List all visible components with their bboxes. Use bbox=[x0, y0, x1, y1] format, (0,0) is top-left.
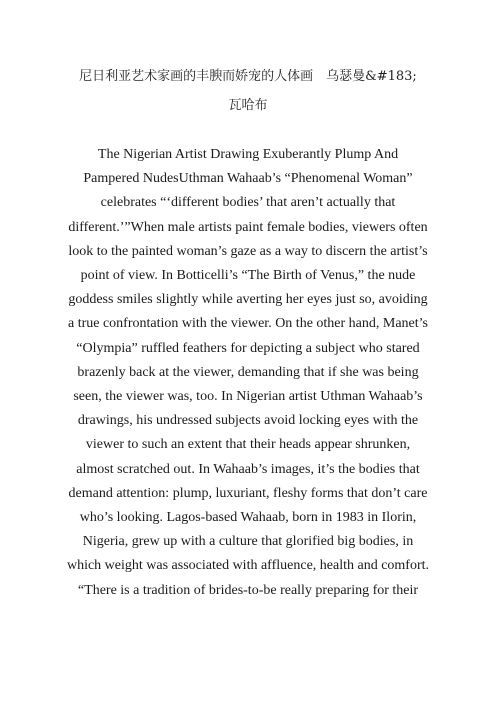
body-line: which weight was associated with affluence, health and comfort. bbox=[66, 558, 430, 574]
body-line: drawings, his undressed subjects avoid locking eyes with the bbox=[77, 413, 419, 429]
title-line-2: 瓦哈布 bbox=[228, 98, 268, 113]
body-line: “Olympia” ruffled feathers for depicting a subject who stared bbox=[76, 340, 420, 356]
body-line: viewer to such an extent that their heads appear shrunken, bbox=[85, 437, 411, 453]
body-line: who’s looking. Lagos-based Wahaab, born in 1983 in Ilorin, bbox=[79, 510, 417, 526]
body-line: goddess smiles slightly while averting her eyes just so, avoiding bbox=[68, 292, 428, 308]
body-paragraph bbox=[63, 143, 433, 603]
body-line: look to the painted woman’s gaze as a way to discern the artist’s bbox=[68, 243, 428, 259]
body-line: a true confrontation with the viewer. On the other hand, Manet’s bbox=[67, 316, 428, 332]
document-title bbox=[60, 62, 436, 120]
body-line: demand attention: plump, luxuriant, fleshy forms that don’t care bbox=[68, 485, 428, 501]
body-line: different.’”When male artists paint female bodies, viewers often bbox=[68, 219, 428, 235]
body-line: celebrates “‘different bodies’ that aren’t actually that bbox=[100, 195, 396, 211]
title-line-1: 尼日利亚艺术家画的丰腴而娇宠的人体画 乌瑟曼&#183; bbox=[79, 69, 417, 84]
body-line: Pampered NudesUthman Wahaab’s “Phenomenal Woman” bbox=[83, 171, 413, 187]
body-line: almost scratched out. In Wahaab’s images, it’s the bodies that bbox=[76, 461, 420, 477]
body-line: Nigeria, grew up with a culture that glorified big bodies, in bbox=[82, 534, 414, 550]
body-line: point of view. In Botticelli’s “The Birth of Venus,” the nude bbox=[80, 268, 416, 284]
body-line: “There is a tradition of brides-to-be really preparing for their bbox=[77, 582, 419, 598]
body-line: brazenly back at the viewer, demanding that if she was being bbox=[77, 364, 419, 380]
body-line: The Nigerian Artist Drawing Exuberantly Plump And bbox=[97, 147, 399, 162]
body-line: seen, the viewer was, too. In Nigerian artist Uthman Wahaab’s bbox=[73, 389, 423, 405]
